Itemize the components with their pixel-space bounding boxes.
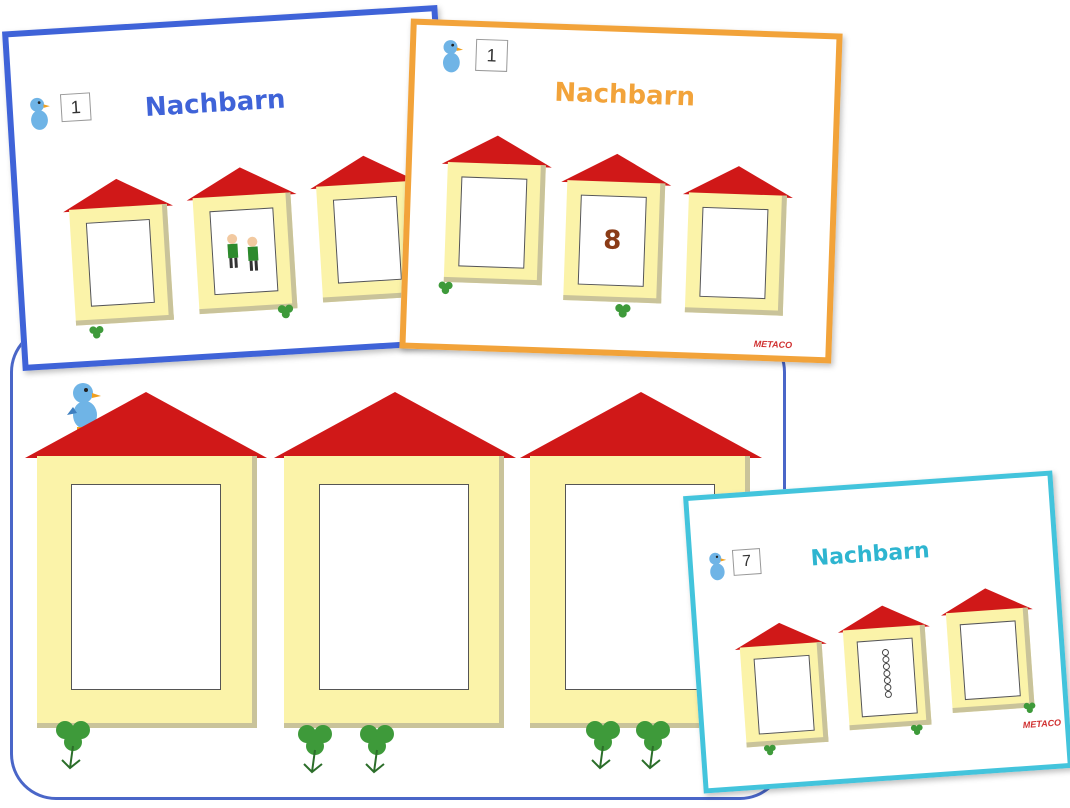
bird-icon — [24, 93, 55, 137]
house-window[interactable] — [754, 655, 815, 735]
house-large-left — [25, 392, 267, 732]
clover-icon — [50, 712, 96, 770]
house-window[interactable] — [699, 207, 768, 299]
clover-icon — [435, 278, 456, 303]
house-small — [939, 585, 1039, 715]
card-title: Nachbarn — [553, 77, 696, 113]
roof — [274, 392, 516, 458]
clover-icon — [352, 716, 402, 774]
task-card-cyan[interactable] — [683, 470, 1070, 793]
card-title: Nachbarn — [144, 84, 287, 124]
house-small — [733, 620, 833, 750]
house-window[interactable] — [209, 207, 278, 295]
house-window[interactable] — [71, 484, 221, 690]
dot-column-icon — [880, 647, 894, 708]
house-small — [557, 152, 672, 302]
roof — [25, 392, 267, 458]
house-window[interactable] — [458, 176, 527, 268]
house-window[interactable] — [333, 196, 402, 284]
house-window[interactable] — [578, 195, 647, 287]
house-small — [185, 164, 303, 310]
card-number: 1 — [475, 39, 508, 72]
clover-icon — [900, 720, 933, 742]
house-window[interactable] — [86, 219, 155, 307]
window-number: 8 — [602, 225, 622, 257]
card-number: 7 — [732, 548, 762, 576]
house-window[interactable] — [857, 638, 918, 718]
signature: METACO — [753, 338, 793, 351]
house-small — [836, 602, 936, 732]
clover-icon — [1021, 699, 1038, 720]
house-small — [679, 164, 794, 314]
house-small — [438, 134, 553, 284]
card-number: 1 — [60, 92, 92, 122]
boy-figure-icon — [220, 229, 268, 274]
house-large-middle — [274, 392, 516, 732]
signature: METACO — [1022, 717, 1062, 731]
clover-icon — [86, 322, 107, 347]
clover-icon — [761, 741, 778, 762]
house-small — [61, 176, 179, 322]
roof — [520, 392, 762, 458]
bird-icon — [704, 548, 730, 586]
clover-icon — [265, 300, 307, 328]
task-card-orange[interactable] — [399, 19, 842, 364]
house-window[interactable] — [960, 620, 1021, 700]
house-window[interactable] — [319, 484, 469, 690]
card-title: Nachbarn — [809, 538, 931, 572]
clover-icon — [290, 716, 340, 774]
task-card-blue[interactable] — [2, 5, 458, 371]
clover-icon — [630, 712, 676, 770]
clover-icon — [580, 712, 626, 770]
clover-icon — [602, 299, 643, 326]
bird-icon — [437, 36, 466, 79]
